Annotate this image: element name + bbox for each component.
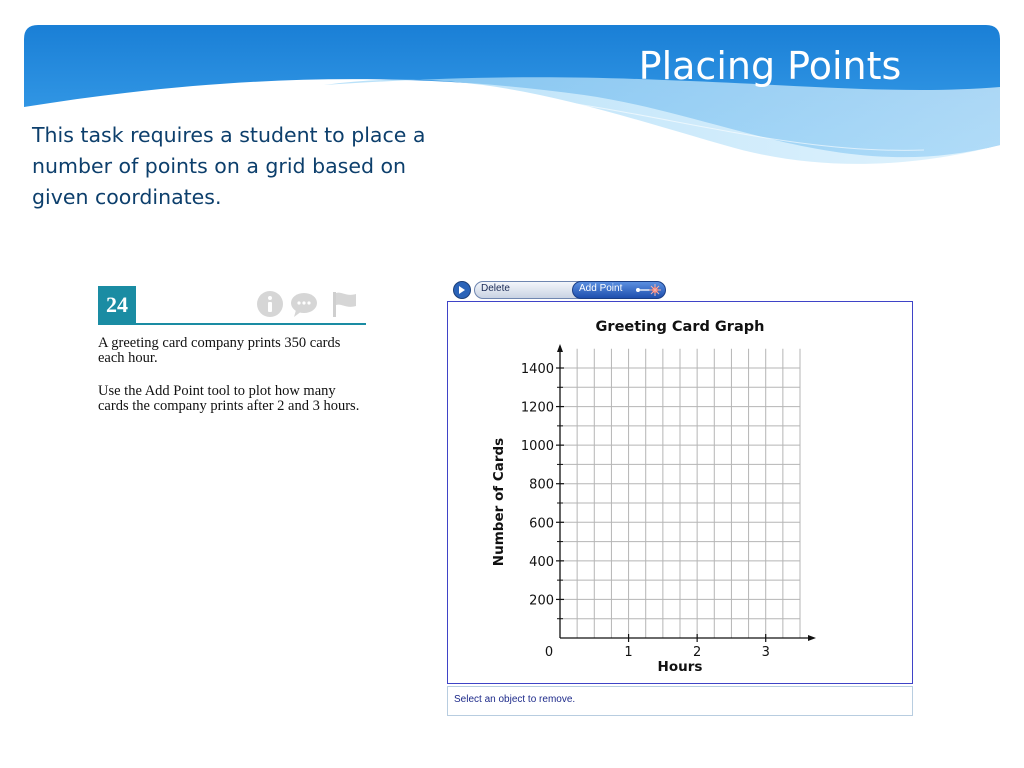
intro-text: This task requires a student to place a number of points on a grid based on given coordinates. — [32, 123, 426, 209]
status-text: Select an object to remove. — [454, 694, 576, 705]
greeting-card-graph[interactable] — [448, 302, 912, 683]
y-axis-arrow — [557, 344, 563, 352]
chart-title: Greeting Card Graph — [595, 319, 765, 335]
y-tick-label: 200 — [529, 593, 554, 609]
status-bar — [447, 686, 913, 716]
question-text: A greeting card company prints 350 cards each hour. — [98, 335, 341, 366]
question-panel — [98, 286, 366, 446]
x-tick-label: 2 — [693, 645, 702, 660]
graph-area[interactable] — [447, 301, 913, 684]
y-tick-label: 800 — [529, 477, 554, 493]
x-tick-label: 0 — [544, 645, 554, 660]
x-axis-arrow — [808, 635, 816, 641]
x-tick-label: 3 — [761, 645, 770, 660]
y-axis-label: Number of Cards — [491, 437, 507, 567]
y-tick-label: 1000 — [520, 439, 554, 455]
x-tick-label: 1 — [624, 645, 633, 660]
y-tick-label: 1400 — [520, 362, 554, 377]
arrow-icon — [454, 282, 470, 298]
flag-icon[interactable] — [330, 290, 358, 318]
add-point-label: Add Point — [579, 283, 623, 294]
select-tool-button[interactable] — [453, 281, 471, 299]
x-axis-label: Hours — [657, 659, 703, 675]
info-icon[interactable] — [256, 290, 284, 318]
question-number: 24 — [98, 286, 136, 324]
y-tick-label: 600 — [529, 516, 554, 532]
add-point-button[interactable] — [572, 281, 666, 299]
y-tick-label: 1200 — [520, 400, 554, 416]
y-tick-label: 400 — [529, 554, 554, 570]
question-instruction: Use the Add Point tool to plot how many cards the company prints after 2 and 3 hours. — [98, 383, 360, 414]
add-point-icon — [635, 284, 663, 296]
question-divider — [98, 323, 366, 325]
delete-label: Delete — [481, 283, 510, 294]
slide-title: Placing Points — [638, 44, 902, 88]
comment-icon[interactable] — [290, 290, 318, 318]
